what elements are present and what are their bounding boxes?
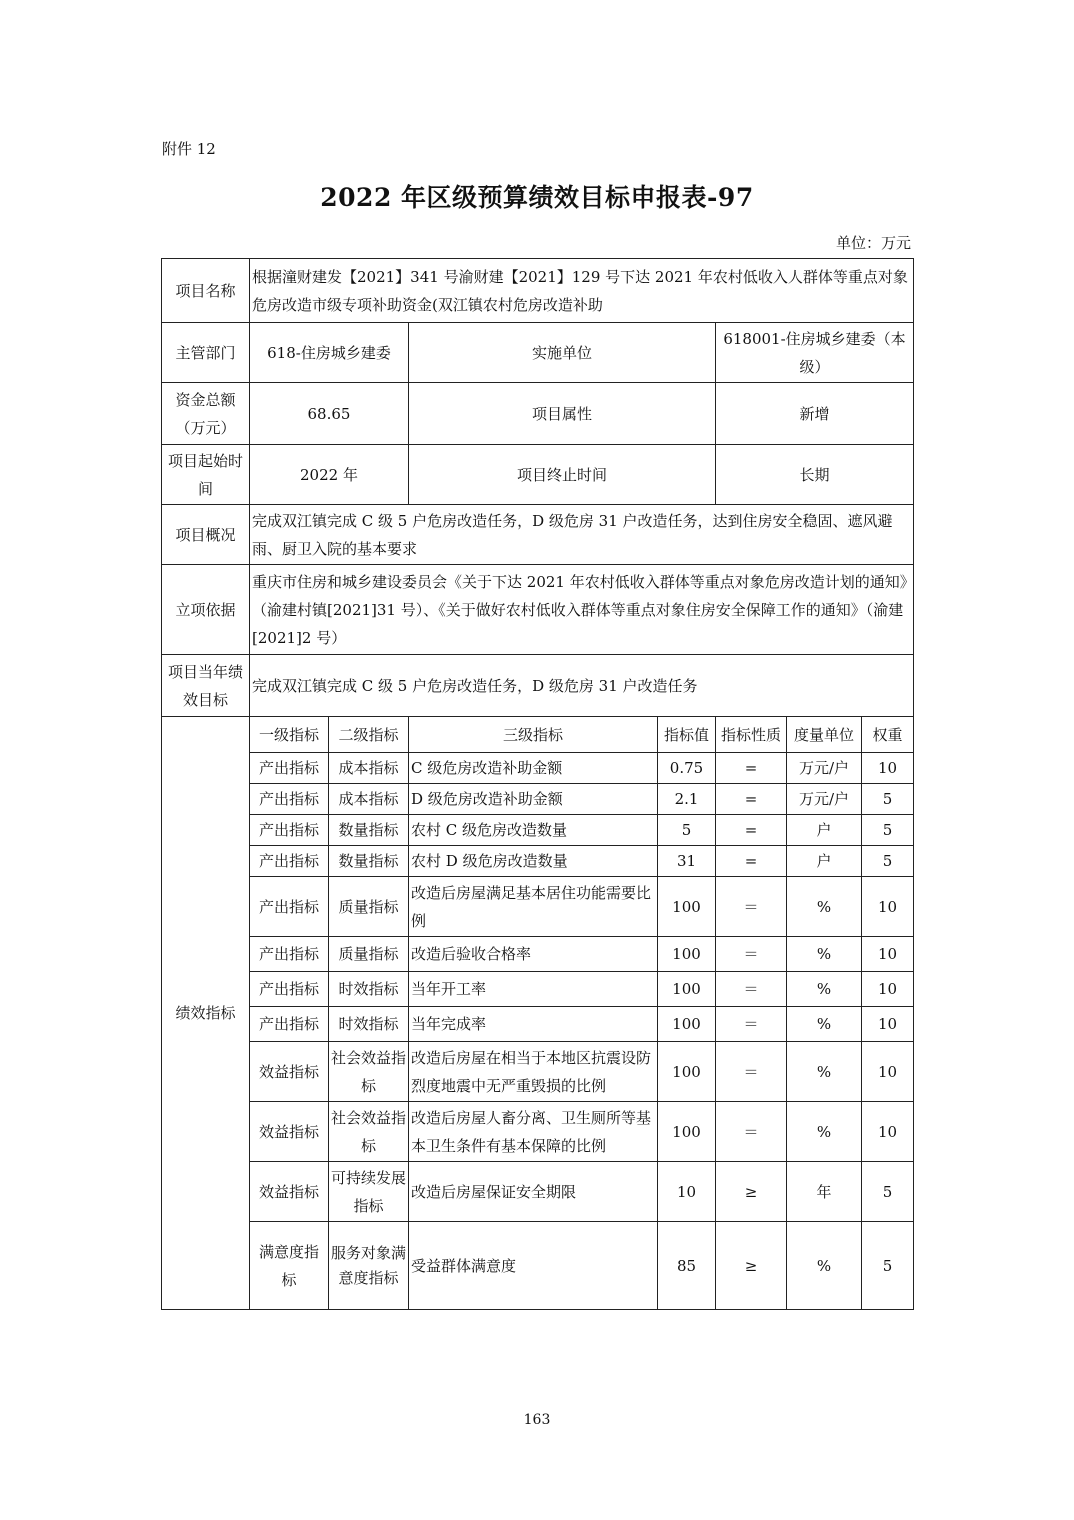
unit-cell: % xyxy=(787,1222,862,1310)
weight-cell: 5 xyxy=(862,784,914,815)
unit-cell: % xyxy=(787,1007,862,1042)
header-cell: 二级指标 xyxy=(329,717,409,753)
value-cell: 5 xyxy=(658,815,716,846)
value-cell: 100 xyxy=(658,1102,716,1162)
value-cell: 10 xyxy=(658,1162,716,1222)
value-cell: 100 xyxy=(658,1007,716,1042)
weight-cell: 5 xyxy=(862,815,914,846)
table-row xyxy=(162,846,914,877)
weight-cell: 10 xyxy=(862,1042,914,1102)
table-row xyxy=(162,877,914,937)
nature-cell: = xyxy=(716,846,787,877)
unit-cell: % xyxy=(787,877,862,937)
unit-cell: % xyxy=(787,1102,862,1162)
row-department xyxy=(162,323,914,383)
unit-cell: 万元/户 xyxy=(787,784,862,815)
row-time xyxy=(162,445,914,505)
level2-cell: 质量指标 xyxy=(329,937,409,972)
project-name-label: 项目名称 xyxy=(162,259,250,323)
attr-label: 项目属性 xyxy=(409,383,716,445)
unit-cell: 户 xyxy=(787,846,862,877)
value-cell: 100 xyxy=(658,937,716,972)
budget-performance-table xyxy=(161,258,914,1310)
level1-cell: 效益指标 xyxy=(250,1162,329,1222)
header-cell: 指标值 xyxy=(658,717,716,753)
level2-cell: 成本指标 xyxy=(329,784,409,815)
level1-cell: 产出指标 xyxy=(250,877,329,937)
nature-cell: ＝ xyxy=(716,1007,787,1042)
weight-cell: 10 xyxy=(862,937,914,972)
table-row xyxy=(162,815,914,846)
weight-cell: 10 xyxy=(862,972,914,1007)
value-cell: 100 xyxy=(658,877,716,937)
goal-label: 项目当年绩效目标 xyxy=(162,655,250,717)
weight-cell: 10 xyxy=(862,877,914,937)
level1-cell: 效益指标 xyxy=(250,1042,329,1102)
level1-cell: 产出指标 xyxy=(250,972,329,1007)
table-row xyxy=(162,1102,914,1162)
level1-cell: 产出指标 xyxy=(250,815,329,846)
level1-cell: 满意度指标 xyxy=(250,1222,329,1310)
nature-cell: ＝ xyxy=(716,1102,787,1162)
page-title: 2022 年区级预算绩效目标申报表-97 xyxy=(320,183,754,212)
level3-cell: 改造后房屋满足基本居住功能需要比例 xyxy=(409,877,658,937)
header-cell: 指标性质 xyxy=(716,717,787,753)
value-cell: 0.75 xyxy=(658,753,716,784)
row-fund xyxy=(162,383,914,445)
table-row xyxy=(162,753,914,784)
unit-cell: 年 xyxy=(787,1162,862,1222)
row-project-name xyxy=(162,259,914,323)
end-value: 长期 xyxy=(716,445,914,505)
level2-cell: 时效指标 xyxy=(329,972,409,1007)
project-name-value: 根据潼财建发【2021】341 号渝财建【2021】129 号下达 2021 年农村低收入人群体等重点对象危房改造市级专项补助资金(双江镇农村危房改造补助 xyxy=(250,259,914,323)
attr-value: 新增 xyxy=(716,383,914,445)
level2-cell: 社会效益指标 xyxy=(329,1042,409,1102)
weight-cell: 5 xyxy=(862,846,914,877)
row-overview xyxy=(162,505,914,565)
impl-value: 618001-住房城乡建委（本级） xyxy=(716,323,914,383)
indicator-section-label: 绩效指标 xyxy=(162,717,250,1310)
end-label: 项目终止时间 xyxy=(409,445,716,505)
header-cell: 三级指标 xyxy=(409,717,658,753)
fund-value: 68.65 xyxy=(250,383,409,445)
table-row xyxy=(162,1162,914,1222)
weight-cell: 10 xyxy=(862,1007,914,1042)
level3-cell: 当年完成率 xyxy=(409,1007,658,1042)
page-number: 163 xyxy=(523,1412,551,1428)
unit-cell: % xyxy=(787,972,862,1007)
row-goal xyxy=(162,655,914,717)
overview-value: 完成双江镇完成 C 级 5 户危房改造任务，D 级危房 31 户改造任务，达到住房安全稳固、遮风避雨、厨卫入院的基本要求 xyxy=(250,505,914,565)
goal-value: 完成双江镇完成 C 级 5 户危房改造任务，D 级危房 31 户改造任务 xyxy=(250,655,914,717)
header-cell: 权重 xyxy=(862,717,914,753)
level1-cell: 产出指标 xyxy=(250,784,329,815)
unit-cell: % xyxy=(787,1042,862,1102)
fund-label: 资金总额（万元） xyxy=(162,383,250,445)
level1-cell: 产出指标 xyxy=(250,937,329,972)
level2-cell: 服务对象满意度指标 xyxy=(329,1222,409,1310)
dept-value: 618-住房城乡建委 xyxy=(250,323,409,383)
unit-cell: 万元/户 xyxy=(787,753,862,784)
nature-cell: ≥ xyxy=(716,1222,787,1310)
unit-label: 单位：万元 xyxy=(835,234,911,252)
value-cell: 2.1 xyxy=(658,784,716,815)
weight-cell: 5 xyxy=(862,1162,914,1222)
start-label: 项目起始时间 xyxy=(162,445,250,505)
table-row xyxy=(162,1042,914,1102)
basis-label: 立项依据 xyxy=(162,565,250,655)
attachment-label: 附件 12 xyxy=(162,140,216,158)
level1-cell: 产出指标 xyxy=(250,846,329,877)
start-value: 2022 年 xyxy=(250,445,409,505)
level3-cell: C 级危房改造补助金额 xyxy=(409,753,658,784)
overview-label: 项目概况 xyxy=(162,505,250,565)
level2-cell: 数量指标 xyxy=(329,815,409,846)
level1-cell: 效益指标 xyxy=(250,1102,329,1162)
table-row xyxy=(162,972,914,1007)
table-row xyxy=(162,784,914,815)
value-cell: 85 xyxy=(658,1222,716,1310)
level2-cell: 数量指标 xyxy=(329,846,409,877)
nature-cell: ＝ xyxy=(716,877,787,937)
table-row xyxy=(162,1222,914,1310)
table-row xyxy=(162,937,914,972)
level2-cell: 质量指标 xyxy=(329,877,409,937)
indicator-header-row xyxy=(162,717,914,753)
header-cell: 一级指标 xyxy=(250,717,329,753)
value-cell: 100 xyxy=(658,972,716,1007)
nature-cell: = xyxy=(716,784,787,815)
level2-cell: 时效指标 xyxy=(329,1007,409,1042)
nature-cell: = xyxy=(716,753,787,784)
level2-cell: 社会效益指标 xyxy=(329,1102,409,1162)
level1-cell: 产出指标 xyxy=(250,1007,329,1042)
row-basis xyxy=(162,565,914,655)
nature-cell: ＝ xyxy=(716,972,787,1007)
level3-cell: 当年开工率 xyxy=(409,972,658,1007)
level3-cell: 改造后房屋保证安全期限 xyxy=(409,1162,658,1222)
nature-cell: ≥ xyxy=(716,1162,787,1222)
impl-label: 实施单位 xyxy=(409,323,716,383)
weight-cell: 10 xyxy=(862,1102,914,1162)
value-cell: 31 xyxy=(658,846,716,877)
dept-label: 主管部门 xyxy=(162,323,250,383)
nature-cell: ＝ xyxy=(716,937,787,972)
level3-cell: 农村 C 级危房改造数量 xyxy=(409,815,658,846)
level3-cell: 改造后验收合格率 xyxy=(409,937,658,972)
level3-cell: 改造后房屋在相当于本地区抗震设防烈度地震中无严重毁损的比例 xyxy=(409,1042,658,1102)
level1-cell: 产出指标 xyxy=(250,753,329,784)
level3-cell: D 级危房改造补助金额 xyxy=(409,784,658,815)
basis-value: 重庆市住房和城乡建设委员会《关于下达 2021 年农村低收入群体等重点对象危房改造计划的通知》（渝建村镇[2021]31 号）、《关于做好农村低收入群体等重点对象住房安全保障工作的通知》（渝建[2021]2 号） xyxy=(250,565,914,655)
level2-cell: 成本指标 xyxy=(329,753,409,784)
level2-cell: 可持续发展指标 xyxy=(329,1162,409,1222)
nature-cell: = xyxy=(716,815,787,846)
weight-cell: 10 xyxy=(862,753,914,784)
unit-cell: % xyxy=(787,937,862,972)
level3-cell: 农村 D 级危房改造数量 xyxy=(409,846,658,877)
nature-cell: ＝ xyxy=(716,1042,787,1102)
value-cell: 100 xyxy=(658,1042,716,1102)
table-row xyxy=(162,1007,914,1042)
weight-cell: 5 xyxy=(862,1222,914,1310)
level3-cell: 改造后房屋人畜分离、卫生厕所等基本卫生条件有基本保障的比例 xyxy=(409,1102,658,1162)
level3-cell: 受益群体满意度 xyxy=(409,1222,658,1310)
unit-cell: 户 xyxy=(787,815,862,846)
header-cell: 度量单位 xyxy=(787,717,862,753)
